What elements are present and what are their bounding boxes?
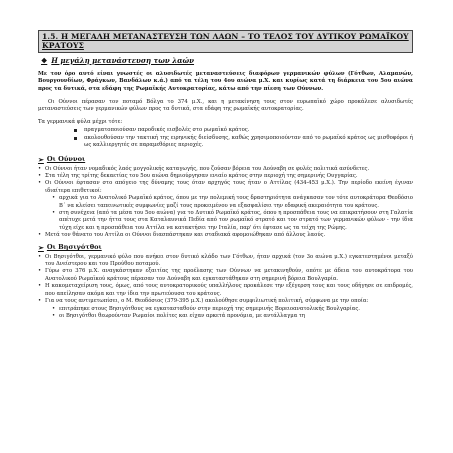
- intro-paragraph: Με τον όρο αυτό είναι γνωστές οι αλυσιδωτές μεταναστεύσεις διαφόρων γερμανικών φύλων (Γότθων, Αλαμανών, Βουργουνδίων, Φράγκων, Βανδάλων κ.ά.) από τα τέλη του 4ου αιώνα μ.Χ. και κυρίως κατά τη διάρκεια του 5ου αιώνα προς τα δυτικά, στα εδάφη της Ρωμαϊκής Αυτοκρατορίας, κάτω από την πίεση των Ούννων.: [38, 70, 413, 92]
- square-bullet-icon: [74, 137, 77, 140]
- list-item-text: Οι Ούννοι έφτασαν στο απόγειο της δύναμης τους όταν αρχηγός τους ήταν ο Αττίλας (434-453 μ.Χ.). Την περίοδο εκείνη έγιναν ιδιαίτερα επιθετικοί:: [45, 180, 413, 194]
- list-item-text: Γύρω στο 376 μ.Χ. αναγκάστηκαν εξαιτίας της προέλασης των Ούννων να μετακινηθούν, οπότε με άδεια του αυτοκράτορα του Ανατολικού Ρωμαϊκού κράτους πέρασαν τον Δούναβη και εγκαταστάθηκαν στη σημερινή βόρεια Βουλγαρία.: [45, 268, 413, 282]
- list-item: [38, 298, 413, 320]
- dot-bullet-icon: •: [52, 312, 56, 319]
- huns-sublist: [45, 195, 413, 232]
- sub-list-item: [45, 210, 413, 232]
- diamond-bullet-icon: ❖: [41, 55, 48, 65]
- sub-list-item: [45, 306, 413, 313]
- list-item-text: Η κακομεταχείριση τους, όμως, από τους αυτοκρατορικούς υπαλλήλους προκάλεσε την εξέγερση τους και τους οδήγησε σε επιδρομές, που απείλησαν ακόμα και την ίδια την πρωτεύουσα του κράτους.: [45, 283, 413, 297]
- list-item: [38, 268, 413, 283]
- list-item-text: Οι Βησιγότθοι, γερμανικό φύλο που ανήκει στον δυτικό κλάδο των Γότθων, ήταν αρχικά (τον 3ο αιώνα μ.Χ.) εγκατεστημένοι μεταξύ του Δνείστερου και του Προύθου ποταμού.: [45, 253, 413, 268]
- list-item-text: επιτράπηκε στους Βησιγότθους να εγκατασταθούν στην περιοχή της σημερινής Βορειοανατολικής Βουλγαρίας.: [59, 305, 360, 312]
- visigoths-heading: [38, 243, 413, 252]
- sub-list-item: [45, 313, 413, 320]
- dot-bullet-icon: •: [38, 232, 42, 239]
- huns-heading: [38, 155, 413, 164]
- huns-heading-text: Οι Ούννοι: [46, 155, 86, 164]
- list-item: [38, 135, 413, 150]
- dot-bullet-icon: •: [52, 305, 56, 312]
- dot-bullet-icon: •: [38, 180, 42, 187]
- list-item-text: Οι Ούννοι ήταν νομαδικός λαός μογγολικής καταγωγής, που ζούσαν βόρεια του Δούναβη σε φυλές πολιτικά ασύνδετες.: [45, 165, 370, 172]
- section-heading-text: Η μεγάλη μετανάστευση των λαών: [51, 55, 195, 65]
- dot-bullet-icon: •: [38, 165, 42, 172]
- section-heading: [41, 56, 413, 65]
- list-item: [38, 127, 413, 134]
- visigoths-sublist: [45, 306, 413, 321]
- square-bullet-icon: [74, 129, 77, 132]
- list-item: [38, 180, 413, 232]
- list-item-text: Για να τους αντιμετωπίσει, ο Μ. Θεοδόσιος (379-395 μ.Χ.) ακολούθησε συμφιλιωτική πολιτική, σύμφωνα με την οποία:: [45, 298, 369, 305]
- list-item: [38, 283, 413, 298]
- dot-bullet-icon: •: [38, 283, 42, 290]
- goals-label: Τα γερμανικά φύλα μέχρι τότε:: [38, 118, 123, 125]
- list-item: [38, 254, 413, 269]
- goals-list: [38, 127, 413, 149]
- list-item-text: οι Βησιγότθοι θεωρούνταν Ρωμαίοι πολίτες και είχαν αρκετά προνόμια, με αντάλλαγμα τη: [59, 312, 306, 319]
- paragraph-huns-crossing: Οι Ούννοι πέρασαν τον ποταμό Βόλγα το 374 μ.Χ., και η μετακίνηση τους στον ευρωπαϊκό χώρο προκάλεσε αλυσιδωτές μεταναστεύσεις των γερμανικών φύλων προς τα δυτικά, στα εδάφη της ρωμαϊκής αυτοκρατορίας.: [38, 98, 413, 113]
- arrow-bullet-icon: ➢: [38, 242, 44, 252]
- dot-bullet-icon: •: [52, 210, 56, 217]
- dot-bullet-icon: •: [38, 268, 42, 275]
- huns-list: [38, 166, 413, 240]
- list-item-text: Μετά τον θάνατο του Αττίλα οι Ούννοι διασπάστηκαν και σταδιακά αφομοιώθηκαν από άλλους λαούς.: [45, 232, 326, 239]
- visigoths-heading-text: Οι Βησιγότθοι: [46, 243, 102, 252]
- list-item-text: πραγματοποιούσαν παροδικές εισβολές στο ρωμαϊκό κράτος.: [84, 127, 250, 134]
- arrow-bullet-icon: ➢: [38, 154, 44, 164]
- title-box: [38, 30, 413, 53]
- list-item-text: στη συνέχεια (από τα μέσα του 5ου αιώνα) για το Δυτικό Ρωμαϊκό κράτος, όπου η προσπάθεια τους να επικρατήσουν στη Γαλατία απέτυχε μετά την ήττα τους στα Καταλαυνικά Πεδία από τον ρωμαϊκό στρατό και τον στρατό των γερμανικών φύλων - την ίδια τύχη είχε και η προσπάθεια του Αττίλα να κατακτήσει την Ιταλία, παρ' ότι έφτασε ως τα τείχη της Ρώμης.: [59, 210, 413, 231]
- visigoths-list: [38, 254, 413, 321]
- dot-bullet-icon: •: [52, 195, 56, 202]
- dot-bullet-icon: •: [38, 253, 42, 260]
- sub-list-item: [45, 195, 413, 210]
- list-item-text: αρχικά για το Ανατολικό Ρωμαϊκό κράτος, όπου με την πολεμική τους δραστηριότητα ανάγκασαν τον τότε αυτοκράτορα Θεοδόσιο Β΄ να κλείσει ταπεινωτικές συμφωνίες μαζί τους προκειμένου να εξασφαλίσει την εδαφική ακεραιότητα του κράτους.: [59, 195, 413, 209]
- list-item-text: ακολουθούσαν την τακτική της ειρηνικής διείσδυσης, καθώς χρησιμοποιούνταν από το ρωμαϊκό κράτος ως μισθοφόροι ή ως καλλιεργητές σε παραμεθόριες περιοχές.: [84, 134, 413, 149]
- page-title: 1.5. Η ΜΕΓΑΛΗ ΜΕΤΑΝΑΣΤΕΥΣΗ ΤΩΝ ΛΑΩΝ – ΤΟ ΤΕΛΟΣ ΤΟΥ ΔΥΤΙΚΟΥ ΡΩΜΑΪΚΟΥ ΚΡΑΤΟΥΣ: [42, 32, 409, 51]
- dot-bullet-icon: •: [38, 298, 42, 305]
- dot-bullet-icon: •: [38, 173, 42, 179]
- list-item: [38, 232, 413, 239]
- list-item-text: Στα τέλη της τρίτης δεκαετίας του 5ου αιώνα δημιούργησαν ενιαίο κράτος στην περιοχή της σημερινής Ουγγαρίας.: [45, 173, 358, 179]
- list-item: [38, 166, 413, 173]
